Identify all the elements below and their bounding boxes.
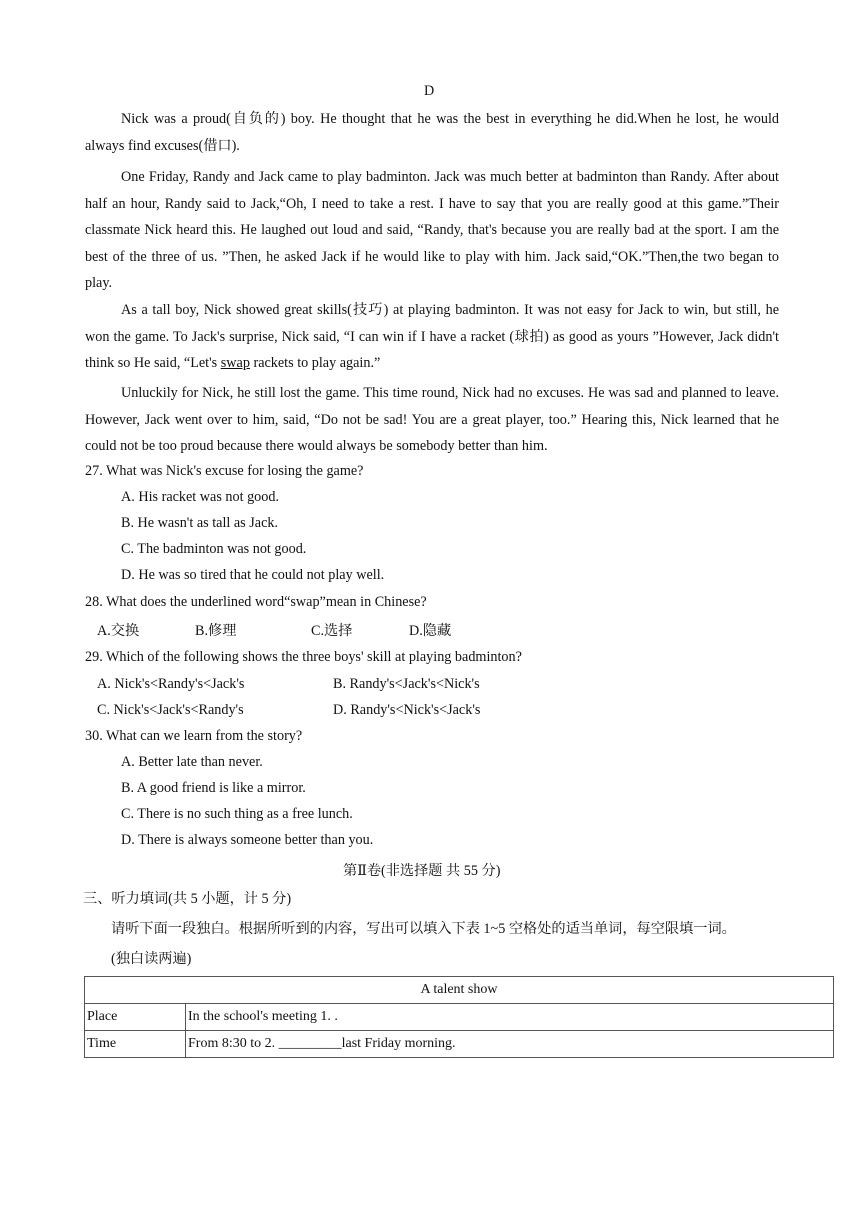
passage-paragraph-4: Unluckily for Nick, he still lost the game. This time round, Nick had no excuses. He was sad and planned to leave. However, Jack went over to him, said, “Do not be sad! You are a great player, too.” Hearing this, Nick learned that he could not be too proud because there would always be somebody better than him. xyxy=(85,385,779,454)
part-two-title: 第Ⅱ卷(非选择题 共 55 分) xyxy=(343,863,501,879)
q29-option-c: C. Nick's<Jack's<Randy's xyxy=(97,702,244,718)
section-three-instruction: 请听下面一段独白。根据所听到的内容，写出可以填入下表 1~5 空格处的适当单词，每空限填一词。 xyxy=(111,921,736,937)
section-three-heading: 三、听力填词(共 5 小题，计 5 分) xyxy=(83,891,292,907)
q29-option-b: B. Randy's<Jack's<Nick's xyxy=(333,676,480,692)
row-label: Place xyxy=(85,1004,186,1031)
table-row xyxy=(85,1031,834,1058)
section-three-note: (独白读两遍) xyxy=(111,951,192,967)
table-row xyxy=(85,1004,834,1031)
row-label: Time xyxy=(85,1031,186,1058)
q29-option-d: D. Randy's<Nick's<Jack's xyxy=(333,702,481,718)
question-30: 30. What can we learn from the story? xyxy=(85,728,303,744)
q27-option-a: A. His racket was not good. xyxy=(121,489,280,505)
passage-paragraph-2: One Friday, Randy and Jack came to play badminton. Jack was much better at badminton than Randy. After about half an hour, Randy said to Jack,“Oh, I need to take a rest. I have to say that you are really good at this game.”Their classmate Nick heard this. He laughed out loud and said, “Randy, that's because you are really bad at the sport. I am the best of the three of us. ”Then, he asked Jack if he would like to play with him. Jack said,“OK.”Then,the two began to play. xyxy=(85,169,779,291)
q28-option-a: A.交换 xyxy=(97,623,140,639)
passage-paragraph-1: Nick was a proud(自负的) boy. He thought that he was the best in everything he did.When he lost, he would always find excuses(借口). xyxy=(85,111,779,154)
passage-paragraph-3: As a tall boy, Nick showed great skills(技巧) at playing badminton. It was not easy for Jack to win, but still, he won the game. To Jack's surprise, Nick said, “I can win if I have a racket (球拍) as good as yours ”However, Jack didn't think so He said, “Let's swap rackets to play again.” xyxy=(85,302,779,371)
row-value: In the school's meeting 1. . xyxy=(186,1004,834,1031)
talent-show-table xyxy=(84,976,834,1058)
underlined-word: swap xyxy=(220,355,250,371)
q29-option-a: A. Nick's<Randy's<Jack's xyxy=(97,676,245,692)
table-title-row xyxy=(85,977,834,1004)
q30-option-a: A. Better late than never. xyxy=(121,754,263,770)
q30-option-b: B. A good friend is like a mirror. xyxy=(121,780,306,796)
question-29: 29. Which of the following shows the three boys' skill at playing badminton? xyxy=(85,649,522,665)
q27-option-b: B. He wasn't as tall as Jack. xyxy=(121,515,279,531)
q28-option-b: B.修理 xyxy=(195,623,237,639)
table-title: A talent show xyxy=(85,977,834,1004)
section-title: D xyxy=(424,83,435,99)
q30-option-d: D. There is always someone better than you. xyxy=(121,832,374,848)
q30-option-c: C. There is no such thing as a free lunch. xyxy=(121,806,353,822)
q28-option-c: C.选择 xyxy=(311,623,353,639)
question-27: 27. What was Nick's excuse for losing the game? xyxy=(85,463,364,479)
question-28: 28. What does the underlined word“swap”mean in Chinese? xyxy=(85,594,427,610)
q28-option-d: D.隐藏 xyxy=(409,623,452,639)
q27-option-c: C. The badminton was not good. xyxy=(121,541,307,557)
row-value: From 8:30 to 2. _________last Friday morning. xyxy=(186,1031,834,1058)
q27-option-d: D. He was so tired that he could not play well. xyxy=(121,567,385,583)
